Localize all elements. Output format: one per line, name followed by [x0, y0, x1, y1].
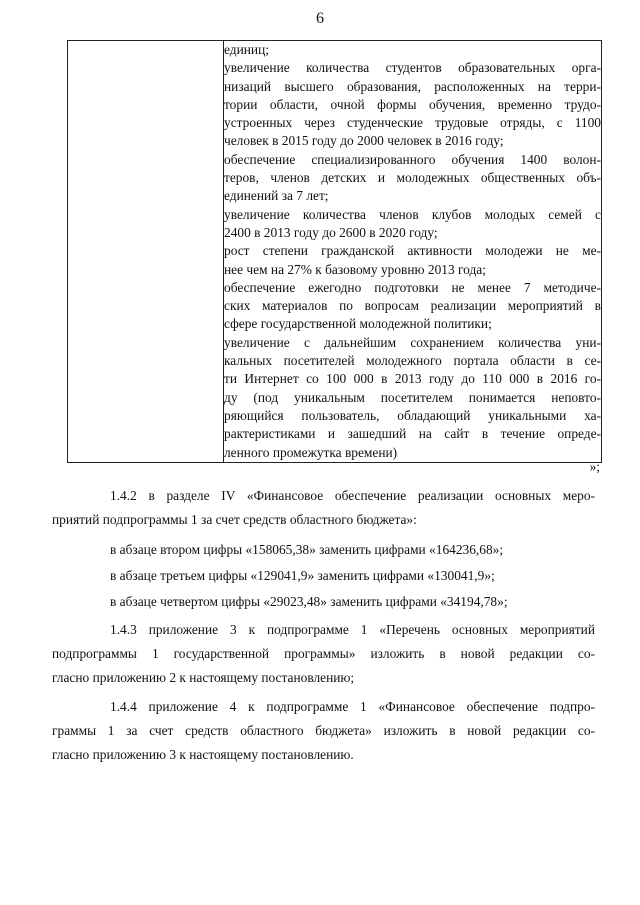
table-line: нее чем на 27% к базовому уровню 2013 года;: [224, 261, 486, 277]
paragraph-line: 1.4.3 приложение 3 к подпрограмме 1 «Перечень основных мероприятий: [110, 622, 595, 637]
paragraph-line: в абзаце четвертом цифры «29023,48» заменить цифрами «34194,78»;: [110, 594, 508, 609]
table-line: ленного промежутка времени): [224, 444, 398, 460]
paragraph-third-abzac: [80, 567, 595, 585]
table-line: единений за 7 лет;: [224, 188, 329, 204]
paragraph-1-4-3: [52, 621, 595, 687]
table-line: ти Интернет со 100 000 в 2013 году до 110 000 в 2016 го-: [224, 371, 601, 387]
table-line: увеличение количества студентов образовательных орга-: [224, 60, 601, 76]
table-line: ду (под уникальным посетителем понимается неповто-: [224, 389, 601, 405]
table-row: [68, 41, 602, 463]
paragraph-1-4-2: [52, 487, 595, 529]
table-line: теров, членов детских и молодежных общественных объ-: [224, 170, 601, 186]
paragraph-fourth-abzac: [80, 593, 595, 611]
table-line: человек в 2015 году до 2000 человек в 2016 году;: [224, 133, 504, 149]
paragraph-line: граммы 1 за счет средств областного бюджета» изложить в новой редакции со-: [52, 723, 595, 738]
paragraph-line: приятий подпрограммы 1 за счет средств областного бюджета»:: [52, 512, 417, 527]
table-content-cell: [224, 41, 602, 463]
table-line: сфере государственной молодежной политики;: [224, 316, 492, 332]
paragraph-second-abzac: [80, 541, 595, 559]
paragraph-line: в абзаце третьем цифры «129041,9» заменить цифрами «130041,9»;: [110, 568, 495, 583]
paragraph-line: гласно приложению 3 к настоящему постановлению.: [52, 747, 354, 762]
paragraph-1-4-4: [52, 698, 595, 764]
table-line: ских материалов по вопросам реализации мероприятий в: [224, 298, 601, 314]
closing-quote: »;: [589, 459, 600, 474]
table-line: обеспечение специализированного обучения 1400 волон-: [224, 151, 601, 167]
table-line: увеличение количества членов клубов молодых семей с: [224, 206, 601, 222]
table-line: ряющийся пользователь, обладающий уникальными ха-: [224, 407, 601, 423]
table-line: кальных посетителей молодежного портала области в се-: [224, 353, 601, 369]
table-line: рост степени гражданской активности молодежи не ме-: [224, 243, 601, 259]
paragraph-line: в абзаце втором цифры «158065,38» заменить цифрами «164236,68»;: [110, 542, 504, 557]
paragraph-line: подпрограммы 1 государственной программы» изложить в новой редакции со-: [52, 646, 595, 661]
table-line: низаций высшего образования, расположенных на терри-: [224, 78, 601, 94]
paragraph-line: гласно приложению 2 к настоящему постановлению;: [52, 670, 355, 685]
table-left-cell: [68, 41, 224, 463]
table-line: рактеристиками и зашедший на сайт в течение опреде-: [224, 426, 601, 442]
paragraph-line: 1.4.2 в разделе IV «Финансовое обеспечение реализации основных меро-: [110, 488, 595, 503]
table-line: устроенных через студенческие трудовые отряды, с 1100: [224, 115, 601, 131]
table-line: тории области, очной формы обучения, временно трудо-: [224, 96, 601, 112]
table-line: обеспечение ежегодно подготовки не менее 7 методиче-: [224, 279, 601, 295]
page-number: 6: [316, 10, 324, 27]
paragraph-line: 1.4.4 приложение 4 к подпрограмме 1 «Финансовое обеспечение подпро-: [110, 699, 595, 714]
table-line: 2400 в 2013 году до 2600 в 2020 году;: [224, 224, 438, 240]
table-line: единиц;: [224, 42, 269, 57]
table-line: увеличение с дальнейшим сохранением количества уни-: [224, 334, 601, 350]
indicators-table: [67, 40, 602, 463]
